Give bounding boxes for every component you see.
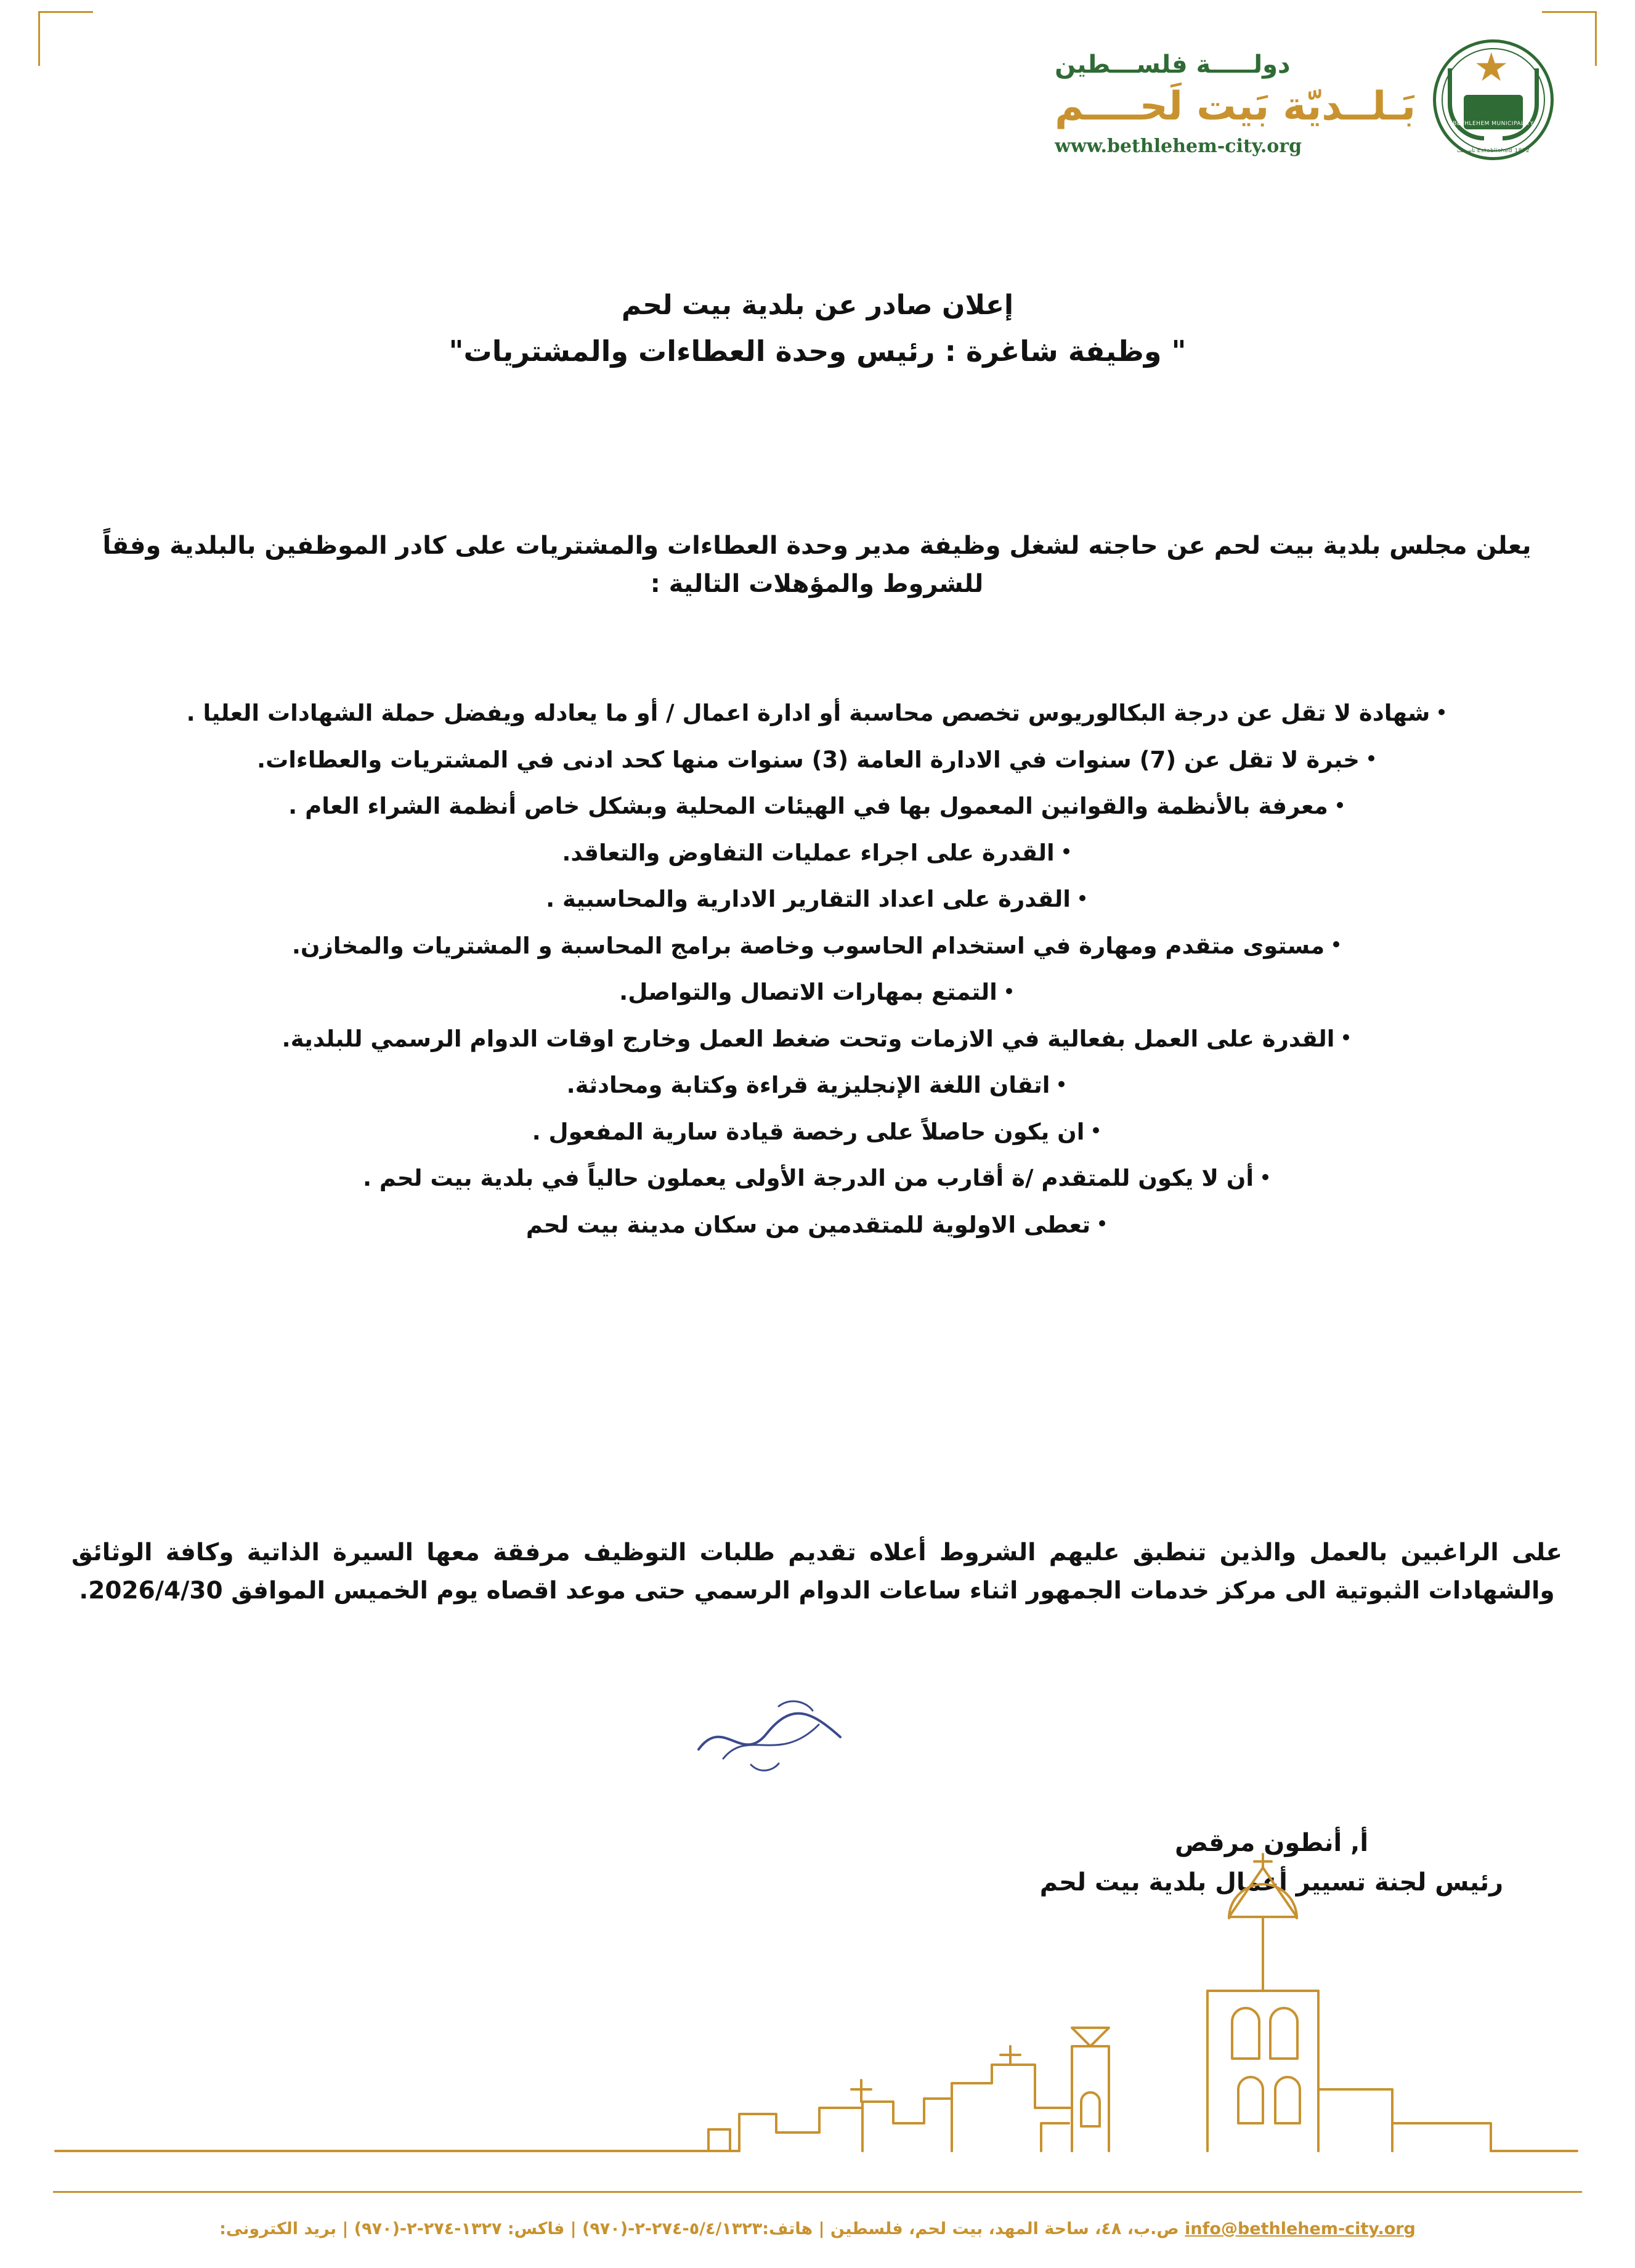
signature-name: أ, أنطون مرقص [1174,1829,1369,1857]
list-item-text: التمتع بمهارات الاتصال والتواصل. [619,979,997,1005]
bullet-dot-icon [1368,755,1374,761]
list-item-text: القدرة على العمل بفعالية في الازمات وتحت ضغط العمل وخارج اوقات الدوام الرسمي للبلدية. [282,1025,1335,1052]
list-item [46,836,1586,870]
closing-paragraph: على الراغبين بالعمل والذين تنطبق عليهم الشروط أعلاه تقديم طلبات التوظيف مرفقة معها السيرة الذاتية وكافة الوثائق والشهادات الثبوتية الى مركز خدمات الجمهور اثناء ساعات الدوام الرسمي حتى موعد اقصاه يوم الخميس الموافق 2026/4/30. [71,1539,1562,1605]
list-item [46,743,1586,777]
page-subtitle: " وظيفة شاغرة : رئيس وحدة العطاءات والمشتريات" [448,334,1187,368]
corner-bracket-top-left [38,11,93,66]
list-item-text: القدرة على اجراء عمليات التفاوض والتعاقد. [562,839,1055,866]
list-item-text: أن لا يكون للمتقدم /ة أقارب من الدرجة الأولى يعملون حالياً في بلدية بيت لحم . [362,1165,1254,1191]
bullet-dot-icon [1058,1081,1065,1087]
brand-municipality-name: بَـلــديّة بَيت لَحــــم [1055,84,1416,129]
bullet-dot-icon [1006,988,1012,994]
list-item-text: مستوى متقدم ومهارة في استخدام الحاسوب وخاصة برامج المحاسبة و المشتريات والمخازن. [291,932,1325,959]
bullet-dot-icon [1438,709,1445,715]
bullet-dot-icon [1099,1220,1105,1226]
intro-paragraph: يعلن مجلس بلدية بيت لحم عن حاجته لشغل وظيفة مدير وحدة العطاءات والمشتريات على كادر الموظفين بالبلدية وفقاً للشروط والمؤهلات التالية : [102,532,1532,598]
document-header [1055,38,1555,161]
bullet-dot-icon [1333,941,1339,947]
bullet-dot-icon [1337,802,1343,808]
footer-email-link[interactable]: info@bethlehem-city.org [1185,2219,1416,2238]
bullet-dot-icon [1093,1127,1099,1133]
bullet-dot-icon [1343,1034,1349,1040]
list-item [46,882,1586,917]
list-item-text: اتقان اللغة الإنجليزية قراءة وكتابة ومحادثة. [566,1072,1050,1098]
footer-contact-line [0,2219,1635,2238]
list-item [46,1115,1586,1149]
list-item-text: ان يكون حاصلاً على رخصة قيادة سارية المفعول . [532,1118,1085,1145]
list-item-text: معرفة بالأنظمة والقوانين المعمول بها في الهيئات المحلية وبشكل خاص أنظمة الشراء العام . [288,793,1328,819]
signature-title: رئيس لجنة تسيير أعمال بلدية بيت لحم [1039,1868,1504,1897]
title-block [0,290,1635,368]
page-title: إعلان صادر عن بلدية بيت لحم [621,290,1014,321]
emblem-caption-bottom: Established 1872 تأسست [1456,148,1530,154]
bullet-dot-icon [1063,848,1069,854]
brand-text-block [1055,38,1416,157]
list-item-text: تعطى الاولوية للمتقدمين من سكان مدينة بيت لحم [525,1211,1091,1238]
list-item-text: خبرة لا تقل عن (7) سنوات في الادارة العامة (3) سنوات منها كحد ادنى في المشتريات والعطاءات. [257,746,1360,773]
signature-block [908,1823,1635,1902]
brand-website-link[interactable]: www.bethlehem-city.org [1055,136,1302,157]
list-item [46,789,1586,824]
bullet-dot-icon [1079,895,1085,901]
list-item [46,1068,1586,1103]
list-item-text: القدرة على اعداد التقارير الادارية والمحاسبية . [546,886,1071,912]
list-item-text: شهادة لا تقل عن درجة البكالوريوس تخصص محاسبة أو ادارة اعمال / أو ما يعادله ويفضل حملة الشهادات العليا . [186,700,1430,726]
list-item [46,1022,1586,1056]
list-item [46,1161,1586,1196]
list-item [46,696,1586,731]
municipality-emblem-icon [1432,38,1555,161]
list-item [46,975,1586,1010]
footer-divider [53,2191,1582,2193]
list-item [46,1208,1586,1242]
bullet-dot-icon [1262,1174,1268,1180]
emblem-caption-top: BETHLEHEM MUNICIPALITY [1453,121,1534,127]
handwritten-signature [686,1691,865,1783]
list-item [46,929,1586,963]
footer-contact-text: ص.ب، ٤٨، ساحة المهد، بيت لحم، فلسطين | هاتف:٥/٤/١٣٢٣-٢٧٤-٢-(٩٧٠) | فاكس: ١٣٢٧-٢٧٤-٢-(٩٧٠) | بريد الكترونى: [219,2219,1179,2238]
brand-state-name: دولـــــة فلســـطين [1055,51,1291,79]
requirements-list [46,696,1586,1254]
